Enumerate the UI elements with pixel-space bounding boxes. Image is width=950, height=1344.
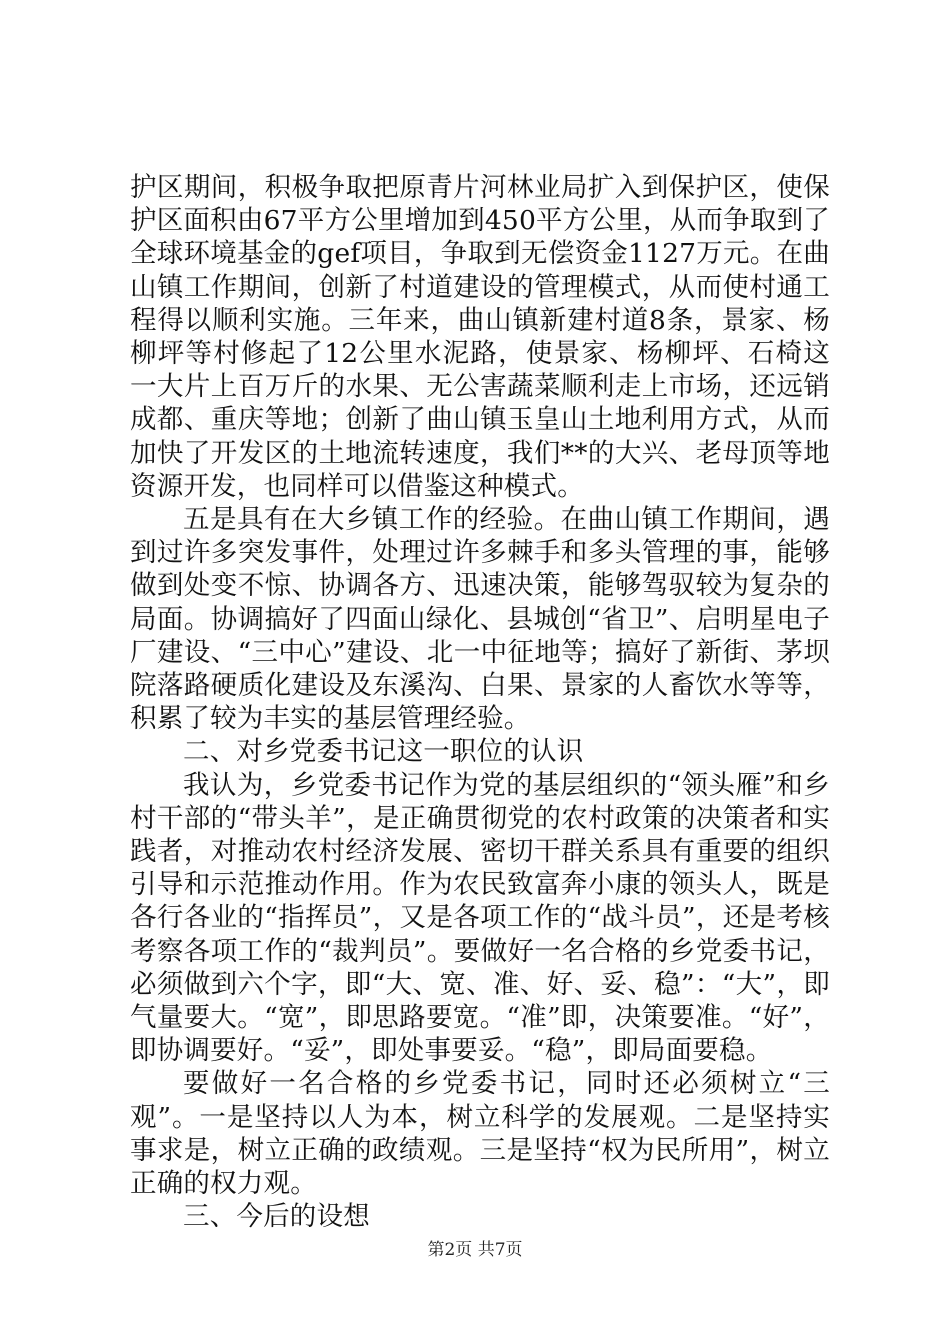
section-heading-2: 二、对乡党委书记这一职位的认识 — [183, 736, 584, 768]
paragraph-role-understanding: 我认为，乡党委书记作为党的基层组织的“领头雁”和乡村干部的“带头羊”，是正确贯彻党的农村政策的决策者和实践者，对推动农村经济发展、密切干群关系具有重要的组织引导和示范推动作用。作为农民致富奔小康的领头人，既是各行各业的“指挥员”，又是各项工作的“战斗员”，还是考核考察各项工作的“裁判员”。要做好一名合格的乡党委书记，必须做到六个字，即“大、宽、准、好、妥、稳”：“大”，即气量要大。“宽”，即思路要宽。“准”即，决策要准。“好”，即协调要好。“妥”，即处事要妥。“稳”，即局面要稳。 — [130, 769, 830, 1067]
document-body — [130, 171, 830, 1234]
paragraph-three-views: 要做好一名合格的乡党委书记，同时还必须树立“三观”。一是坚持以人为本，树立科学的发展观。二是坚持实事求是，树立正确的政绩观。三是坚持“权为民所用”，树立正确的权力观。 — [130, 1068, 830, 1200]
paragraph-experience: 五是具有在大乡镇工作的经验。在曲山镇工作期间，遇到过许多突发事件，处理过许多棘手和多头管理的事，能够做到处变不惊、协调各方、迅速决策，能够驾驭较为复杂的局面。协调搞好了四面山绿化、县城创“省卫”、启明星电子厂建设、“三中心”建设、北一中征地等；搞好了新街、茅坝院落路硬质化建设及东溪沟、白果、景家的人畜饮水等等，积累了较为丰实的基层管理经验。 — [130, 504, 830, 735]
page-number-footer: 第2页 共7页 — [427, 1240, 523, 1260]
paragraph-continuation: 护区期间，积极争取把原青片河林业局扩入到保护区，使保护区面积由67平方公里增加到450平方公里，从而争取到了全球环境基金的gef项目，争取到无偿资金1127万元。在曲山镇工作期间，创新了村道建设的管理模式，从而使村通工程得以顺利实施。三年来，曲山镇新建村道8条，景家、杨柳坪等村修起了12公里水泥路，使景家、杨柳坪、石椅这一大片上百万斤的水果、无公害蔬菜顺利走上市场，还远销成都、重庆等地；创新了曲山镇玉皇山土地利用方式，从而加快了开发区的土地流转速度，我们**的大兴、老母顶等地资源开发，也同样可以借鉴这种模式。 — [130, 172, 830, 502]
section-heading-3: 三、今后的设想 — [183, 1201, 370, 1233]
